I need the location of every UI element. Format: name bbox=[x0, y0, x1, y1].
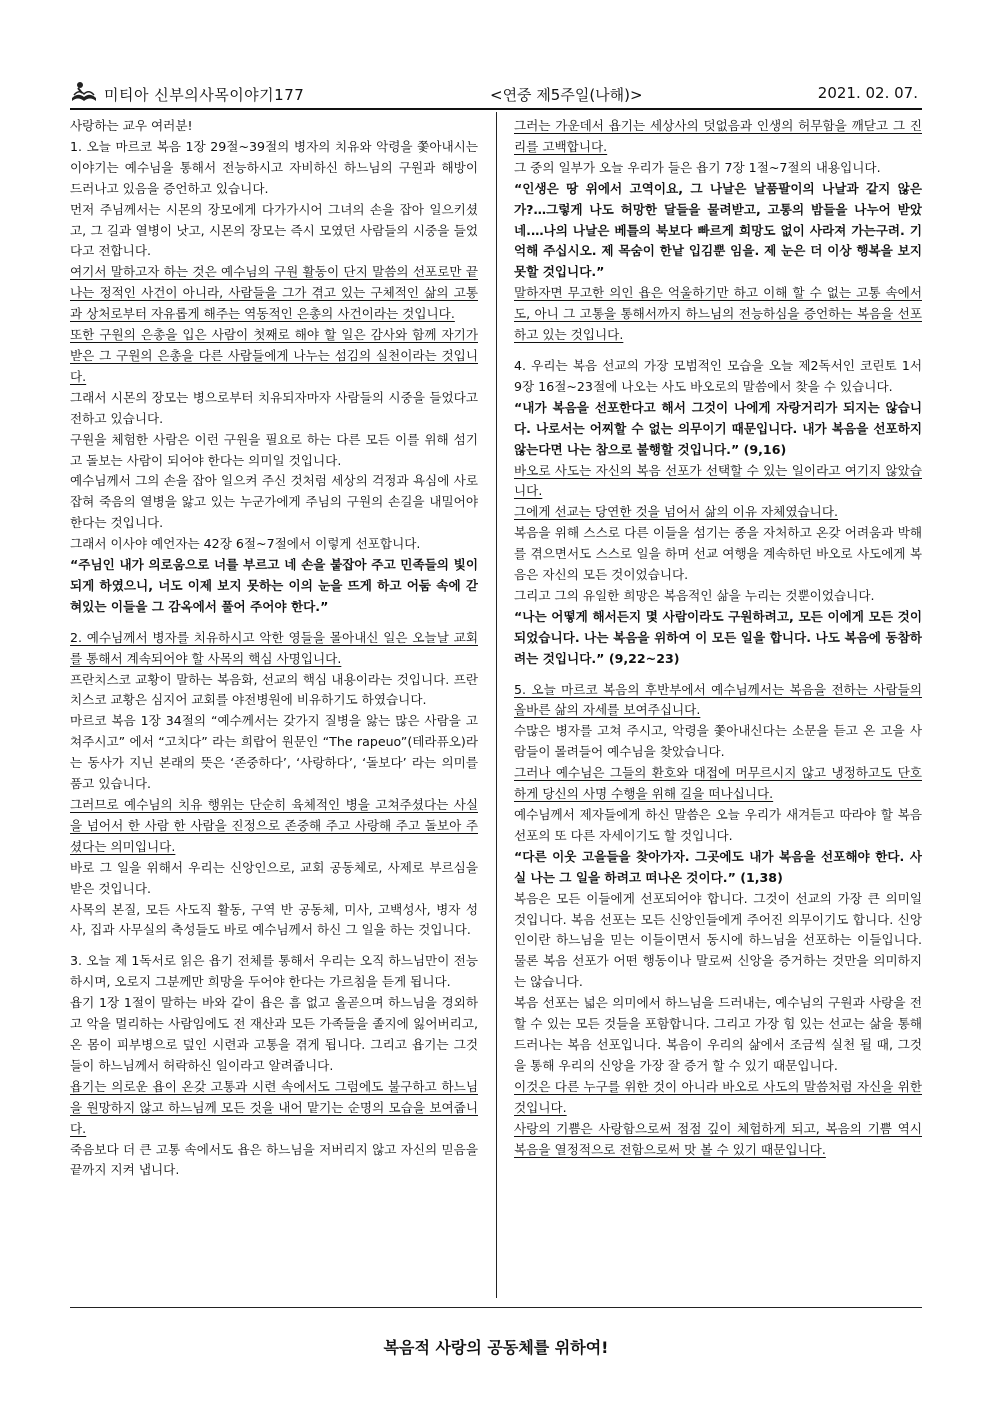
paragraph: 그리고 그의 유일한 희망은 복음적인 삶을 누리는 것뿐이었습니다. bbox=[514, 587, 875, 603]
column-divider bbox=[496, 112, 497, 1298]
paragraph: 그래서 이사야 예언자는 42장 6절~7절에서 이렇게 선포합니다. bbox=[70, 536, 421, 552]
paragraph: 프란치스코 교황이 말하는 복음화, 선교의 핵심 내용이라는 것입니다. 프란치스코 교황은 심지어 교회를 야전병원에 비유하기도 하였습니다. bbox=[70, 671, 478, 708]
series-title: 미티아 신부의사목이야기177 bbox=[104, 86, 305, 104]
left-column bbox=[70, 116, 478, 1296]
paragraph: 수많은 병자를 고쳐 주시고, 악령을 쫓아내신다는 소문을 듣고 온 고을 사람들이 몰려들어 예수님을 찾았습니다. bbox=[514, 723, 922, 760]
paragraph: 죽음보다 더 큰 고통 속에서도 욥은 하느님을 저버리지 않고 자신의 믿음을 끝까지 지켜 냅니다. bbox=[70, 1141, 478, 1178]
paragraph: 복음을 위해 스스로 다른 이들을 섬기는 종을 자처하고 온갖 어려움과 박해를 겪으면서도 스스로 일을 하며 선교 여행을 계속하던 바오로 사도에게 복음은 자신의 모든 것이었습니다. bbox=[514, 525, 922, 583]
paragraph: 복음 선포는 넓은 의미에서 하느님을 드러내는, 예수님의 구원과 사랑을 전할 수 있는 모든 것들을 포함합니다. 그리고 가장 힘 있는 선교는 삶을 통해 드러나는 복음 선포입니다. 복음이 우리의 삶에서 조금씩 실천 될 때, 그것을 통해 우리의 신앙을 가장 잘 증거 할 수 있기 때문입니다. bbox=[514, 995, 922, 1073]
paragraph: 4. 우리는 복음 선교의 가장 모범적인 모습을 오늘 제2독서인 코린토 1서 9장 16절~23절에 나오는 사도 바오로의 말씀에서 찾을 수 있습니다. bbox=[514, 357, 922, 394]
paragraph: 욥기는 의로운 욥이 온갖 고통과 시련 속에서도 그럼에도 불구하고 하느님을 원망하지 않고 하느님께 모든 것을 내어 맡기는 순명의 모습을 보여줍니다. bbox=[70, 1078, 478, 1136]
paragraph: 2. 예수님께서 병자를 치유하시고 악한 영들을 몰아내신 일은 오늘날 교회를 통해서 계속되어야 할 사목의 핵심 사명입니다. bbox=[70, 629, 478, 666]
paragraph: 3. 오늘 제 1독서로 읽은 욥기 전체를 통해서 우리는 오직 하느님만이 전능하시며, 오로지 그분께만 희망을 두어야 한다는 가르침을 듣게 됩니다. bbox=[70, 953, 478, 990]
paragraph: 그러므로 예수님의 치유 행위는 단순히 육체적인 병을 고쳐주셨다는 사실을 넘어서 한 사람 한 사람을 진정으로 존중해 주고 사랑해 주고 돌보아 주셨다는 의미입니다. bbox=[70, 797, 478, 854]
footer-slogan: 복음적 사랑의 공동체를 위하여! bbox=[383, 1338, 609, 1357]
paragraph: 예수님께서 제자들에게 하신 말씀은 오늘 우리가 새겨듣고 따라야 할 복음 선포의 또 다른 자세이기도 할 것입니다. bbox=[514, 807, 922, 843]
paragraph: 사랑하는 교우 여러분! bbox=[70, 118, 193, 133]
paragraph: 사목의 본질, 모든 사도직 활동, 구역 반 공동체, 미사, 고백성사, 병자 성사, 집과 사무실의 축성들도 바로 예수님께서 하신 그 일을 하는 것입니다. bbox=[70, 901, 478, 938]
section-gap bbox=[514, 670, 922, 680]
paragraph: 그러나 예수님은 그들의 환호와 대접에 머무르시지 않고 냉정하고도 단호하게 당신의 사명 수행을 위해 길을 떠나십니다. bbox=[514, 765, 922, 802]
paragraph: 그에게 선교는 당연한 것을 넘어서 삶의 이유 자체였습니다. bbox=[514, 504, 838, 520]
paragraph: 욥기 1장 1절이 말하는 바와 같이 욥은 흠 없고 올곧으며 하느님을 경외하고 악을 멀리하는 사람임에도 전 재산과 모든 가족들을 졸지에 잃어버리고, 온 몸이 피부병으로 덮인 시련과 고통을 겪게 됩니다. 그리고 욥기는 그것들이 하느님께서 허락하신 일이라고 알려줍니다. bbox=[70, 995, 478, 1073]
scripture-quote: “나는 어떻게 해서든지 몇 사람이라도 구원하려고, 모든 이에게 모든 것이 되었습니다. 나는 복음을 위하여 이 모든 일을 합니다. 나도 복음에 동참하려는 것입니다.” (9,22~23) bbox=[514, 608, 922, 666]
scripture-quote: “인생은 땅 위에서 고역이요, 그 나날은 날품팔이의 나날과 같지 않은가?…그렇게 나도 허망한 달들을 물려받고, 고통의 밤들을 나누어 받았네.…나의 나날은 베틀의 북보다 빠르게 희망도 없이 사라져 가는구려. 기억해 주십시오. 제 목숨이 한낱 입김뿐 임을. 제 눈은 더 이상 행복을 보지 못할 것입니다.” bbox=[514, 180, 922, 280]
section-gap bbox=[514, 346, 922, 356]
issue-date: 2021. 02. 07. bbox=[817, 84, 918, 102]
paragraph: 먼저 주님께서는 시몬의 장모에게 다가가시어 그녀의 손을 잡아 일으키셨고, 그 길과 열병이 낫고, 시몬의 장모는 즉시 모였던 사람들의 시중을 들었다고 전합니다. bbox=[70, 201, 478, 259]
scripture-quote: “주님인 내가 의로움으로 너를 부르고 네 손을 붙잡아 주고 민족들의 빛이 되게 하였으니, 너도 이제 보지 못하는 이의 눈을 뜨게 하고 어둠 속에 갇혀있는 이들을 그 감옥에서 풀어 주어야 한다.” bbox=[70, 557, 478, 614]
paragraph: 예수님께서 그의 손을 잡아 일으켜 주신 것처럼 세상의 걱정과 욕심에 사로잡혀 죽음의 열병을 앓고 있는 누군가에게 주님의 구원의 손길을 내밀어야 한다는 것입니다. bbox=[70, 473, 478, 531]
paragraph: 그 중의 일부가 오늘 우리가 들은 욥기 7장 1절~7절의 내용입니다. bbox=[514, 159, 881, 175]
scripture-quote: “다른 이웃 고을들을 찾아가자. 그곳에도 내가 복음을 선포해야 한다. 사실 나는 그 일을 하려고 떠나온 것이다.” (1,38) bbox=[514, 848, 922, 885]
paragraph: 구원을 체험한 사람은 이런 구원을 필요로 하는 다른 모든 이를 위해 섬기고 돌보는 사람이 되어야 한다는 의미일 것입니다. bbox=[70, 431, 478, 468]
section-gap bbox=[70, 618, 478, 628]
paragraph: 1. 오늘 마르코 복음 1장 29절~39절의 병자의 치유와 악령을 쫓아내시는 이야기는 예수님을 통해서 전능하시고 자비하신 하느님의 구원과 해방이 드러나고 있음을 증언하고 있습니다. bbox=[70, 138, 478, 196]
paragraph: 그래서 시몬의 장모는 병으로부터 치유되자마자 사람들의 시중을 들었다고 전하고 있습니다. bbox=[70, 389, 478, 426]
paragraph: 또한 구원의 은총을 입은 사람이 첫째로 해야 할 일은 감사와 함께 자기가 받은 그 구원의 은총을 다른 사람들에게 나누는 섬김의 실천이라는 것입니다. bbox=[70, 327, 478, 384]
right-column bbox=[514, 116, 922, 1296]
liturgical-day: <연중 제5주일(나해)> bbox=[490, 86, 643, 104]
paragraph: 그러는 가운데서 욥기는 세상사의 덧없음과 인생의 허무함을 깨닫고 그 진리를 고백합니다. bbox=[514, 118, 922, 154]
paragraph: 마르코 복음 1장 34절의 “예수께서는 갖가지 질병을 앓는 많은 사람을 고쳐주시고” 에서 “고치다” 라는 희랍어 원문인 “The rapeuo”(테라퓨오)라는 동사가 지닌 본래의 뜻은 ‘존중하다’, ‘사랑하다’, ‘돌보다’ 라는 의미를 품고 있습니다. bbox=[70, 713, 478, 792]
section-gap bbox=[70, 941, 478, 951]
paragraph: 여기서 말하고자 하는 것은 예수님의 구원 활동이 단지 말씀의 선포로만 끝나는 정적인 사건이 아니라, 사람들을 그가 겪고 있는 구체적인 삶의 고통과 상처로부터 자유롭게 해주는 역동적인 은총의 사건이라는 것입니다. bbox=[70, 264, 478, 322]
paragraph: 이것은 다른 누구를 위한 것이 아니라 바오로 사도의 말씀처럼 자신을 위한 것입니다. bbox=[514, 1078, 922, 1115]
page-header bbox=[70, 78, 922, 110]
paragraph: 복음은 모든 이들에게 선포되어야 합니다. 그것이 선교의 가장 큰 의미일 것입니다. 복음 선포는 모든 신앙인들에게 주어진 의무이기도 합니다. 신앙인이란 하느님을 믿는 이들이면서 동시에 하느님을 선포하는 이들입니다. 물론 복음 선포가 어떤 행동이나 말로써 신앙을 증거하는 것만을 의미하지는 않습니다. bbox=[514, 890, 922, 990]
scripture-quote: “내가 복음을 선포한다고 해서 그것이 나에게 자랑거리가 되지는 않습니다. 나로서는 어찌할 수 없는 의무이기 때문입니다. 내가 복음을 선포하지 않는다면 나는 참으로 불행할 것입니다.” (9,16) bbox=[514, 399, 922, 457]
paragraph: 바오로 사도는 자신의 복음 선포가 선택할 수 있는 일이라고 여기지 않았습니다. bbox=[514, 462, 922, 499]
book-icon bbox=[70, 80, 98, 104]
paragraph: 말하자면 무고한 의인 욥은 억울하기만 하고 이해 할 수 없는 고통 속에서도, 아니 그 고통을 통해서까지 하느님의 전능하심을 증언하는 복음을 선포하고 있는 것입니다. bbox=[514, 285, 922, 343]
paragraph: 사랑의 기쁨은 사랑함으로써 점점 깊이 체험하게 되고, 복음의 기쁨 역시 복음을 열정적으로 전함으로써 맛 볼 수 있기 때문입니다. bbox=[514, 1120, 922, 1157]
paragraph: 5. 오늘 마르코 복음의 후반부에서 예수님께서는 복음을 전하는 사람들의 올바른 삶의 자세를 보여주십니다. bbox=[514, 681, 922, 718]
paragraph: 바로 그 일을 위해서 우리는 신앙인으로, 교회 공동체로, 사제로 부르심을 받은 것입니다. bbox=[70, 859, 478, 896]
footer-rule bbox=[70, 1307, 922, 1308]
